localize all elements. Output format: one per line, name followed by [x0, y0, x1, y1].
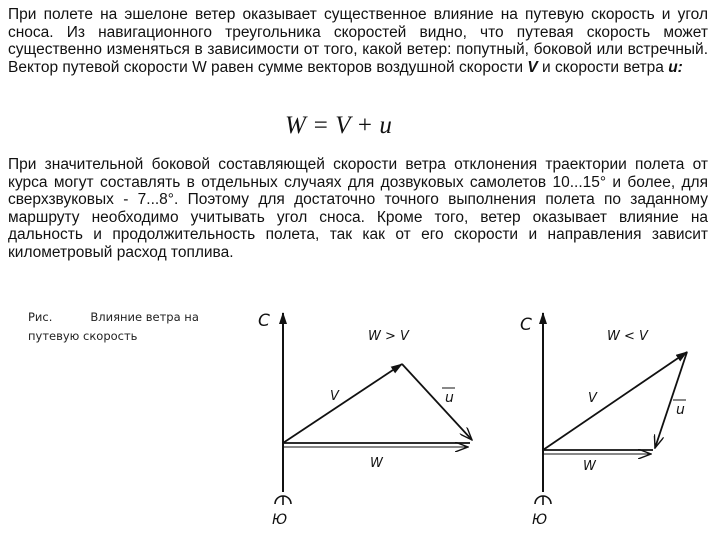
label-u: u	[676, 402, 685, 418]
formula: W = V + u	[285, 112, 392, 139]
paragraph-drift: При значительной боковой составляющей скорости ветра отклонения траектории полета от курса могут составлять в отдельных случаях для дозвуковых самолетов 10...15° и более, для сверхзвуковых - 7...8°. Поэтому для достаточно точного выполнения полета по заданному маршруту необходимо учитывать угол сноса. Кроме того, ветер оказывает влияние на дальность и продолжительность полета, так как от его скорости и направления зависит километровый расход топлива.	[8, 156, 708, 261]
condition-label: W < V	[607, 329, 648, 344]
north-label: С	[520, 315, 532, 335]
vector-u	[402, 364, 472, 440]
label-v: V	[588, 391, 597, 406]
label-u: u	[445, 390, 454, 406]
diagram-w-less-v	[520, 313, 687, 528]
paragraph-intro-tail: и скорости ветра	[542, 58, 664, 76]
label-w: W	[370, 456, 383, 471]
label-v: V	[330, 389, 339, 404]
caption-line1: Влияние ветра на	[90, 310, 199, 324]
paragraph-intro-text: При полете на эшелоне ветер оказывает существенное влияние на путевую скорость и угол сноса. Из навигационного треугольника скоростей видно, что путевая скорость может существенно изменяться в зависимости от того, какой ветер: попутный, боковой или встречный. Вектор путевой скорости W равен сумме векторов воздушной скорости	[8, 6, 708, 76]
symbol-u: u:	[668, 58, 683, 76]
symbol-v: V	[527, 58, 538, 76]
south-label: Ю	[272, 512, 288, 528]
condition-label: W > V	[368, 329, 409, 344]
vector-v	[543, 352, 687, 450]
diagram-w-greater-v	[258, 311, 472, 528]
north-label: С	[258, 311, 270, 331]
caption-ris: Рис.	[28, 310, 53, 324]
caption-line2: путевую скорость	[28, 329, 138, 343]
vector-v	[283, 364, 402, 443]
label-w: W	[583, 459, 596, 474]
south-label: Ю	[532, 512, 548, 528]
